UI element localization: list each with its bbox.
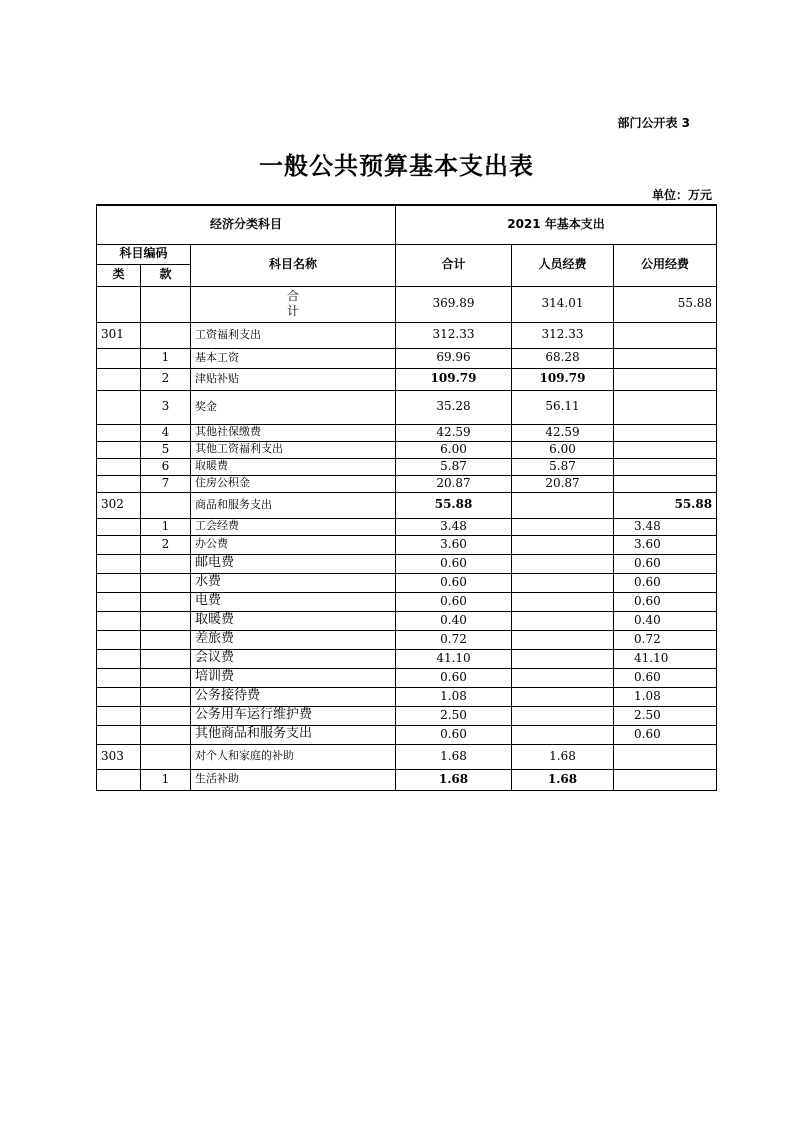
- row-class-code: [97, 424, 141, 441]
- row-class-code: [97, 535, 141, 554]
- row-subject-name: 住房公积金: [191, 475, 396, 492]
- lei-header: 类: [97, 264, 141, 286]
- row-kuan-code: [141, 668, 191, 687]
- row-personnel: 5.87: [512, 458, 614, 475]
- table-row: [97, 322, 717, 348]
- row-public: [614, 769, 717, 790]
- table-row: [97, 475, 717, 492]
- table-row: [97, 348, 717, 368]
- row-public: [614, 441, 717, 458]
- table-row: [97, 611, 717, 630]
- row-public: 0.60: [614, 592, 717, 611]
- row-subject-name: 工会经费: [191, 518, 396, 535]
- table-row: [97, 424, 717, 441]
- row-personnel: [512, 573, 614, 592]
- row-class-code: [97, 518, 141, 535]
- row-public: 0.72: [614, 630, 717, 649]
- row-kuan-code: 7: [141, 475, 191, 492]
- row-public: 3.48: [614, 518, 717, 535]
- row-total: 1.68: [396, 769, 512, 790]
- row-subject-name: 对个人和家庭的补助: [191, 744, 396, 769]
- row-subject-name: 邮电费: [191, 554, 396, 573]
- row-subject-name: 取暖费: [191, 458, 396, 475]
- row-kuan-code: [141, 592, 191, 611]
- table-row: [97, 390, 717, 424]
- row-class-code: [97, 668, 141, 687]
- row-class-code: [97, 649, 141, 668]
- row-personnel: 312.33: [512, 322, 614, 348]
- row-class-code: [97, 390, 141, 424]
- row-class-code: [97, 769, 141, 790]
- row-personnel: 56.11: [512, 390, 614, 424]
- row-total: 0.60: [396, 592, 512, 611]
- row-personnel: 20.87: [512, 475, 614, 492]
- table-row: [97, 668, 717, 687]
- row-public: 0.60: [614, 554, 717, 573]
- row-kuan-code: [141, 744, 191, 769]
- row-total: 1.68: [396, 744, 512, 769]
- row-subject-name: 取暖费: [191, 611, 396, 630]
- row-kuan-code: [141, 611, 191, 630]
- row-total: 69.96: [396, 348, 512, 368]
- row-class-code: [97, 687, 141, 706]
- total-row-personnel: 314.01: [512, 286, 614, 322]
- row-class-code: [97, 706, 141, 725]
- row-kuan-code: 1: [141, 769, 191, 790]
- row-total: 3.60: [396, 535, 512, 554]
- table-row: [97, 769, 717, 790]
- row-subject-name: 公务接待费: [191, 687, 396, 706]
- subject-name-header: 科目名称: [191, 244, 396, 286]
- total-row-total: 369.89: [396, 286, 512, 322]
- row-class-code: [97, 348, 141, 368]
- table-row: [97, 725, 717, 744]
- header-row-1: [97, 205, 717, 244]
- row-kuan-code: 5: [141, 441, 191, 458]
- row-personnel: [512, 668, 614, 687]
- row-class-code: [97, 458, 141, 475]
- row-total: 109.79: [396, 368, 512, 390]
- row-personnel: [512, 630, 614, 649]
- total-label-bottom: 计: [287, 304, 300, 318]
- row-public: [614, 348, 717, 368]
- row-public: 55.88: [614, 492, 717, 518]
- row-public: 3.60: [614, 535, 717, 554]
- table-body: [97, 205, 717, 790]
- row-total: 55.88: [396, 492, 512, 518]
- row-total: 0.60: [396, 725, 512, 744]
- row-subject-name: 电费: [191, 592, 396, 611]
- row-public: [614, 368, 717, 390]
- table-row: [97, 554, 717, 573]
- row-public: [614, 424, 717, 441]
- row-kuan-code: [141, 492, 191, 518]
- row-kuan-code: 3: [141, 390, 191, 424]
- row-personnel: [512, 554, 614, 573]
- table-row: [97, 441, 717, 458]
- row-class-code: [97, 725, 141, 744]
- row-subject-name: 培训费: [191, 668, 396, 687]
- row-kuan-code: [141, 706, 191, 725]
- personnel-header: 人员经费: [512, 244, 614, 286]
- row-kuan-code: [141, 687, 191, 706]
- row-personnel: 42.59: [512, 424, 614, 441]
- table-row: [97, 687, 717, 706]
- row-public: 0.60: [614, 725, 717, 744]
- table-row: [97, 518, 717, 535]
- row-subject-name: 其他工资福利支出: [191, 441, 396, 458]
- subject-code-header: 科目编码: [97, 244, 191, 264]
- row-subject-name: 生活补助: [191, 769, 396, 790]
- row-public: [614, 390, 717, 424]
- row-subject-name: 基本工资: [191, 348, 396, 368]
- row-subject-name: 会议费: [191, 649, 396, 668]
- row-class-code: 302: [97, 492, 141, 518]
- row-class-code: [97, 368, 141, 390]
- row-personnel: [512, 518, 614, 535]
- row-class-code: [97, 554, 141, 573]
- row-personnel: [512, 611, 614, 630]
- table-row: [97, 744, 717, 769]
- unit-label: 单位：万元: [651, 188, 712, 202]
- row-public: 0.40: [614, 611, 717, 630]
- row-class-code: [97, 475, 141, 492]
- row-kuan-code: 2: [141, 535, 191, 554]
- row-personnel: 68.28: [512, 348, 614, 368]
- table-row: [97, 630, 717, 649]
- row-personnel: [512, 706, 614, 725]
- row-subject-name: 办公费: [191, 535, 396, 554]
- row-kuan-code: [141, 322, 191, 348]
- row-subject-name: 水费: [191, 573, 396, 592]
- row-personnel: 6.00: [512, 441, 614, 458]
- total-row: [97, 286, 717, 322]
- table-row: [97, 649, 717, 668]
- row-subject-name: 工资福利支出: [191, 322, 396, 348]
- row-class-code: [97, 592, 141, 611]
- row-total: 0.40: [396, 611, 512, 630]
- row-personnel: [512, 492, 614, 518]
- row-total: 6.00: [396, 441, 512, 458]
- total-row-public: 55.88: [614, 286, 717, 322]
- row-subject-name: 其他社保缴费: [191, 424, 396, 441]
- row-kuan-code: 1: [141, 518, 191, 535]
- row-kuan-code: [141, 630, 191, 649]
- row-public: 0.60: [614, 668, 717, 687]
- row-subject-name: 奖金: [191, 390, 396, 424]
- table-row: [97, 535, 717, 554]
- row-kuan-code: 1: [141, 348, 191, 368]
- table-row: [97, 492, 717, 518]
- row-total: 41.10: [396, 649, 512, 668]
- row-total: 35.28: [396, 390, 512, 424]
- row-personnel: [512, 687, 614, 706]
- page-title: 一般公共预算基本支出表: [259, 152, 534, 180]
- row-public: [614, 322, 717, 348]
- row-public: 1.08: [614, 687, 717, 706]
- row-personnel: [512, 725, 614, 744]
- econ-class-header: 经济分类科目: [97, 205, 396, 244]
- year-basic-header: 2021 年基本支出: [396, 205, 717, 244]
- row-public: 2.50: [614, 706, 717, 725]
- row-total: 0.60: [396, 573, 512, 592]
- row-public: [614, 458, 717, 475]
- row-class-code: [97, 630, 141, 649]
- row-personnel: [512, 592, 614, 611]
- row-total: 3.48: [396, 518, 512, 535]
- row-total: 312.33: [396, 322, 512, 348]
- row-kuan-code: [141, 725, 191, 744]
- row-total: 42.59: [396, 424, 512, 441]
- row-personnel: 1.68: [512, 769, 614, 790]
- row-personnel: [512, 649, 614, 668]
- row-total: 1.08: [396, 687, 512, 706]
- row-kuan-code: 4: [141, 424, 191, 441]
- total-header: 合计: [396, 244, 512, 286]
- table-row: [97, 573, 717, 592]
- table-row: [97, 368, 717, 390]
- form-number: 部门公开表 3: [617, 116, 690, 130]
- row-personnel: 1.68: [512, 744, 614, 769]
- row-public: [614, 744, 717, 769]
- kuan-header: 款: [141, 264, 191, 286]
- table-row: [97, 592, 717, 611]
- row-personnel: [512, 535, 614, 554]
- total-row-label: [191, 286, 396, 322]
- table-row: [97, 458, 717, 475]
- row-class-code: 301: [97, 322, 141, 348]
- row-subject-name: 商品和服务支出: [191, 492, 396, 518]
- header-row-2: [97, 244, 717, 264]
- row-total: 0.60: [396, 668, 512, 687]
- total-row-label-stack: [287, 289, 299, 319]
- budget-table: [96, 204, 717, 791]
- row-class-code: [97, 611, 141, 630]
- row-total: 0.60: [396, 554, 512, 573]
- row-subject-name: 公务用车运行维护费: [191, 706, 396, 725]
- table-row: [97, 706, 717, 725]
- public-header: 公用经费: [614, 244, 717, 286]
- row-personnel: 109.79: [512, 368, 614, 390]
- total-row-cls: [97, 286, 141, 322]
- row-subject-name: 其他商品和服务支出: [191, 725, 396, 744]
- total-label-top: 合: [287, 289, 300, 303]
- row-subject-name: 津贴补贴: [191, 368, 396, 390]
- row-public: [614, 475, 717, 492]
- row-total: 2.50: [396, 706, 512, 725]
- row-kuan-code: [141, 649, 191, 668]
- row-class-code: 303: [97, 744, 141, 769]
- row-kuan-code: 2: [141, 368, 191, 390]
- row-public: 0.60: [614, 573, 717, 592]
- row-kuan-code: [141, 573, 191, 592]
- row-public: 41.10: [614, 649, 717, 668]
- row-class-code: [97, 441, 141, 458]
- row-kuan-code: 6: [141, 458, 191, 475]
- row-kuan-code: [141, 554, 191, 573]
- row-subject-name: 差旅费: [191, 630, 396, 649]
- total-row-kuan: [141, 286, 191, 322]
- row-class-code: [97, 573, 141, 592]
- row-total: 5.87: [396, 458, 512, 475]
- row-total: 20.87: [396, 475, 512, 492]
- row-total: 0.72: [396, 630, 512, 649]
